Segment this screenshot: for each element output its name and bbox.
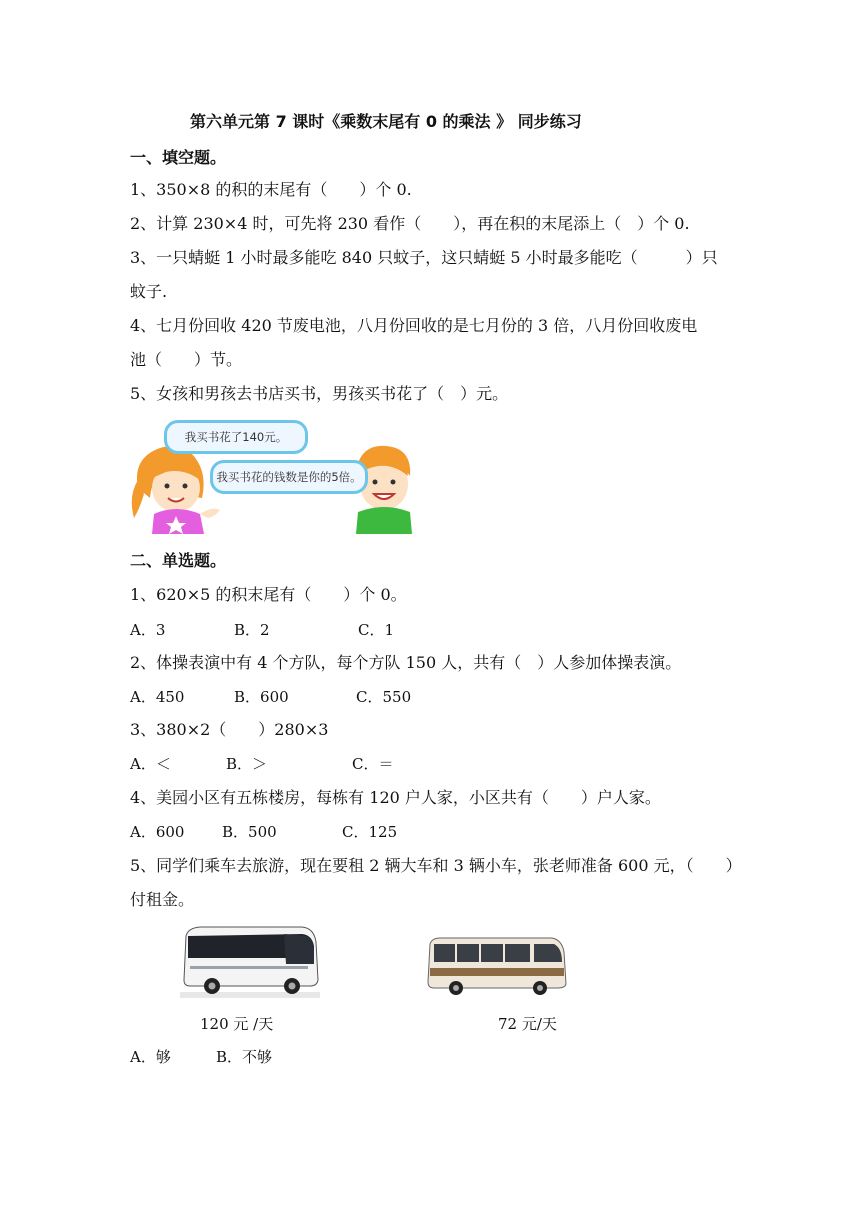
choice-2-option-a: A．450: [130, 688, 185, 706]
choice-4-option-b: B．500: [222, 823, 277, 841]
choice-5-option-b: B．不够: [216, 1048, 273, 1066]
choice-question-3: 3、380×2（ ）280×3: [130, 720, 329, 739]
big-bus-image: [180, 922, 320, 998]
choice-4-option-a: A．600: [130, 823, 185, 841]
fill-question-1: 1、350×8 的积的末尾有（ ）个 0.: [130, 180, 412, 199]
page-title: 第六单元第 7 课时《乘数末尾有 0 的乘法 》 同步练习: [190, 112, 582, 131]
choice-5-option-a: A．够: [130, 1048, 171, 1066]
speech-bubble-girl: 我买书花的钱数是你的5倍。: [210, 460, 368, 494]
fill-question-4-line1: 4、七月份回收 420 节废电池，八月份回收的是七月份的 3 倍，八月份回收废电: [130, 316, 698, 335]
big-bus-price: 120 元 /天: [200, 1015, 274, 1033]
small-bus-image: [426, 934, 568, 998]
section-heading-fill-blank: 一、填空题。: [130, 148, 227, 167]
fill-question-3-line1: 3、一只蜻蜓 1 小时最多能吃 840 只蚊子，这只蜻蜓 5 小时最多能吃（ ）只: [130, 248, 718, 267]
fill-question-2: 2、计算 230×4 时，可先将 230 看作（ ），再在积的末尾添上（ ）个 0.: [130, 214, 690, 233]
choice-1-option-a: A．3: [130, 621, 166, 639]
choice-3-option-b: B．＞: [226, 755, 268, 773]
fill-question-5: 5、女孩和男孩去书店买书，男孩买书花了（ ）元。: [130, 384, 509, 403]
choice-question-5-line1: 5、同学们乘车去旅游，现在要租 2 辆大车和 3 辆小车，张老师准备 600 元，（ ）: [130, 856, 742, 875]
choice-1-option-c: C．1: [358, 621, 395, 639]
choice-2-option-c: C．550: [356, 688, 412, 706]
choice-3-option-c: C．＝: [352, 755, 394, 773]
choice-4-option-c: C．125: [342, 823, 398, 841]
choice-1-option-b: B．2: [234, 621, 270, 639]
fill-question-4-line2: 池（ ）节。: [130, 350, 243, 369]
choice-3-option-a: A．＜: [130, 755, 171, 773]
small-bus-price: 72 元/天: [498, 1015, 557, 1033]
choice-question-4: 4、美园小区有五栋楼房，每栋有 120 户人家，小区共有（ ）户人家。: [130, 788, 661, 807]
choice-question-5-line2: 付租金。: [130, 890, 195, 909]
choice-2-option-b: B．600: [234, 688, 289, 706]
choice-question-1: 1、620×5 的积末尾有（ ）个 0。: [130, 585, 407, 604]
bookstore-illustration: [130, 418, 412, 534]
speech-bubble-boy: 我买书花了140元。: [164, 420, 308, 454]
section-heading-single-choice: 二、单选题。: [130, 551, 227, 570]
fill-question-3-line2: 蚊子.: [130, 282, 168, 301]
choice-question-2: 2、体操表演中有 4 个方队，每个方队 150 人，共有（ ）人参加体操表演。: [130, 653, 682, 672]
